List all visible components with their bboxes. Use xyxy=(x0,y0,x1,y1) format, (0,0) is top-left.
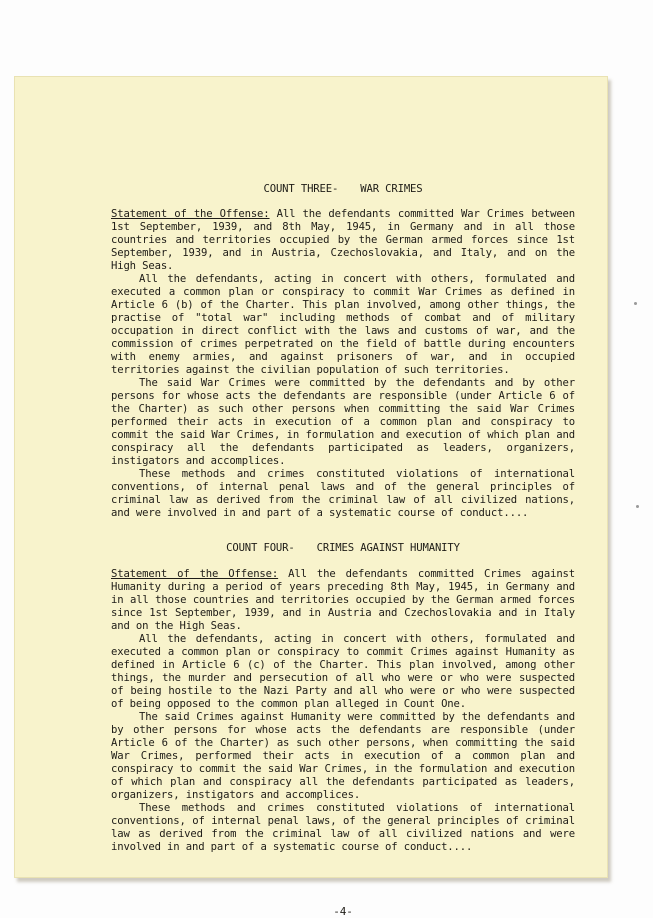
count-three-statement xyxy=(111,208,575,273)
count-four-heading xyxy=(111,542,575,555)
statement-text: All the defendants committed War Crimes between 1st September, 1939, and 8th May, 1945, in Germany and in all those countries and territories occupied by the German armed forces since 1st September, 1939, and in Austria, Czechoslovakia, and Italy, and on the High Seas. xyxy=(111,208,575,272)
scan-speck xyxy=(636,505,639,508)
count-three-heading xyxy=(111,183,575,196)
document-page xyxy=(14,76,608,918)
count-four-paragraph: All the defendants, acting in concert with others, formulated and executed a common plan or conspiracy to commit Crimes against Humanity as defined in Article 6 (c) of the Charter. This plan involved, among other things, the murder and persecution of all who were or who were suspected of being hostile to the Nazi Party and all who were or who were suspected of being opposed to the common plan alleged in Count One. xyxy=(111,633,575,710)
count-four-paragraph: The said Crimes against Humanity were committed by the defendants and by other persons for whose acts the defendants are responsible (under Article 6 of the Charter) as such other persons, when committing the said War Crimes, performed their acts in execution of a common plan and conspiracy to commit the said War Crimes, in the formulation and execution of which plan and conspiracy all the defendants participated as leaders, organizers, instigators and accomplices. xyxy=(111,711,575,801)
count-four-statement xyxy=(111,568,575,633)
statement-text: All the defendants committed Crimes against Humanity during a period of years preceding 8th May, 1945, in Germany and in all those countries and territories occupied by the German armed forces since 1st September, 1939, and in Austria and Czechoslovakia and in Italy and on the High Seas. xyxy=(111,568,575,632)
count-four-paragraph: These methods and crimes constituted violations of international conventions, of internal penal laws, of the general principles of criminal law as derived from the criminal law of all civilized nations and were involved in and part of a systematic course of conduct.... xyxy=(111,802,575,853)
count-four-subtitle: CRIMES AGAINST HUMANITY xyxy=(316,542,460,554)
count-three-paragraph: The said War Crimes were committed by the defendants and by other persons for whose acts the defendants are responsible (under Article 6 of the Charter) as such other persons when committing the said War Crimes performed their acts in execution of a common plan and conspiracy to commit the said War Crimes, in formulation and execution of which plan and conspiracy all the defendants participated as leaders, organizers, instigators and accomplices. xyxy=(111,377,575,467)
count-three-title: COUNT THREE- xyxy=(263,183,339,195)
scan-speck xyxy=(634,302,637,305)
count-three-paragraph: All the defendants, acting in concert with others, formulated and executed a common plan or conspiracy to commit War Crimes as defined in Article 6 (b) of the Charter. This plan involved, among other things, the practise of "total war" including methods of combat and of military occupation in direct conflict with the laws and customs of war, and the commission of crimes perpetrated on the field of battle during encounters with enemy armies, and against prisoners of war, and in occupied territories against the civilian population of such territories. xyxy=(111,273,575,376)
page-body xyxy=(111,183,575,918)
count-three-subtitle: WAR CRIMES xyxy=(360,183,423,195)
statement-label: Statement of the Offense: xyxy=(111,568,279,580)
page-number: -4- xyxy=(333,905,353,918)
statement-label: Statement of the Offense: xyxy=(111,208,270,220)
count-four-title: COUNT FOUR- xyxy=(226,542,295,554)
count-three-paragraph: These methods and crimes constituted violations of international conventions, of internal penal laws and of the general principles of criminal law as derived from the criminal law of all civilized nations, and were involved in and part of a systematic course of conduct.... xyxy=(111,468,575,519)
